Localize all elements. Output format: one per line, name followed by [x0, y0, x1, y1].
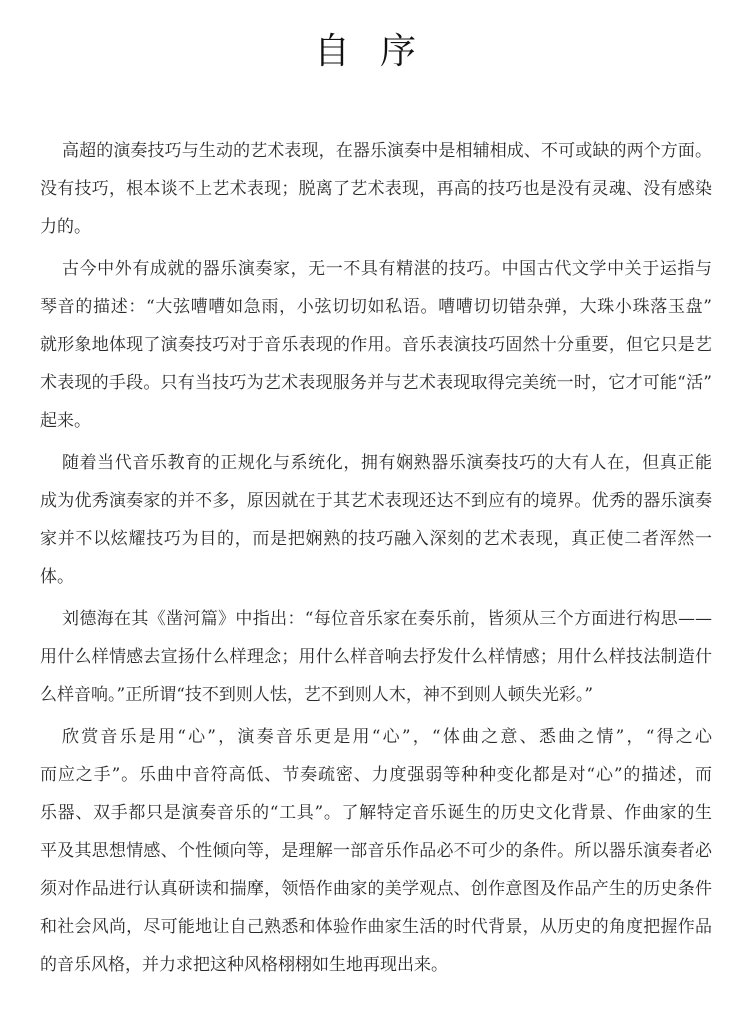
- text-line: 琴音的描述：“大弦嘈嘈如急雨，小弦切切如私语。嘈嘈切切错杂弹，大珠小珠落玉盘”: [40, 297, 712, 317]
- text-line: 平及其思想情感、个性倾向等，是理解一部音乐作品必不可少的条件。所以器乐演奏者必: [40, 841, 712, 861]
- page-title: 自序: [313, 31, 446, 72]
- paragraph: [40, 444, 712, 596]
- text-line: 欣赏音乐是用“心”，演奏音乐更是用“心”，“体曲之意、悉曲之情”，“得之心: [62, 727, 712, 747]
- text-line: 没有技巧，根本谈不上艺术表现；脱离了艺术表现，再高的技巧也是没有灵魂、没有感染: [40, 179, 712, 199]
- text-line: 须对作品进行认真研读和揣摩，领悟作曲家的美学观点、创作意图及作品产生的历史条件: [40, 879, 712, 899]
- paragraph: [40, 132, 712, 246]
- text-line: 刘德海在其《凿河篇》中指出：“每位音乐家在奏乐前，皆须从三个方面进行构思——: [62, 609, 712, 629]
- text-line: 古今中外有成就的器乐演奏家，无一不具有精湛的技巧。中国古代文学中关于运指与: [62, 259, 712, 279]
- preface-body: [40, 132, 712, 988]
- text-line: 乐器、双手都只是演奏音乐的“工具”。了解特定音乐诞生的历史文化背景、作曲家的生: [40, 803, 712, 823]
- paragraph: [40, 718, 712, 984]
- text-line: 随着当代音乐教育的正规化与系统化，拥有娴熟器乐演奏技巧的大有人在，但真正能: [62, 453, 712, 473]
- text-line: 用什么样情感去宣扬什么样理念；用什么样音响去抒发什么样情感；用什么样技法制造什: [40, 647, 712, 667]
- text-line: 么样音响。”正所谓“技不到则人怯，艺不到则人木，神不到则人顿失光彩。”: [40, 685, 594, 705]
- text-line: 力的。: [40, 217, 91, 237]
- text-line: 和社会风尚，尽可能地让自己熟悉和体验作曲家生活的时代背景，从历史的角度把握作品: [40, 917, 712, 937]
- text-line: 家并不以炫耀技巧为目的，而是把娴熟的技巧融入深刻的艺术表现，真正使二者浑然一体。: [40, 529, 712, 587]
- text-line: 高超的演奏技巧与生动的艺术表现，在器乐演奏中是相辅相成、不可或缺的两个方面。: [62, 141, 712, 161]
- paragraph: [40, 250, 712, 440]
- text-line: 成为优秀演奏家的并不多，原因就在于其艺术表现还达不到应有的境界。优秀的器乐演奏: [40, 491, 712, 511]
- text-line: 就形象地体现了演奏技巧对于音乐表现的作用。音乐表演技巧固然十分重要，但它只是艺: [40, 335, 712, 355]
- text-line: 起来。: [40, 411, 91, 431]
- text-line: 而应之手”。乐曲中音符高低、节奏疏密、力度强弱等种种变化都是对“心”的描述，而: [40, 765, 712, 785]
- paragraph: [40, 600, 712, 714]
- text-line: 术表现的手段。只有当技巧为艺术表现服务并与艺术表现取得完美统一时，它才可能“活”: [40, 373, 712, 393]
- text-line: 的音乐风格，并力求把这种风格栩栩如生地再现出来。: [40, 955, 448, 975]
